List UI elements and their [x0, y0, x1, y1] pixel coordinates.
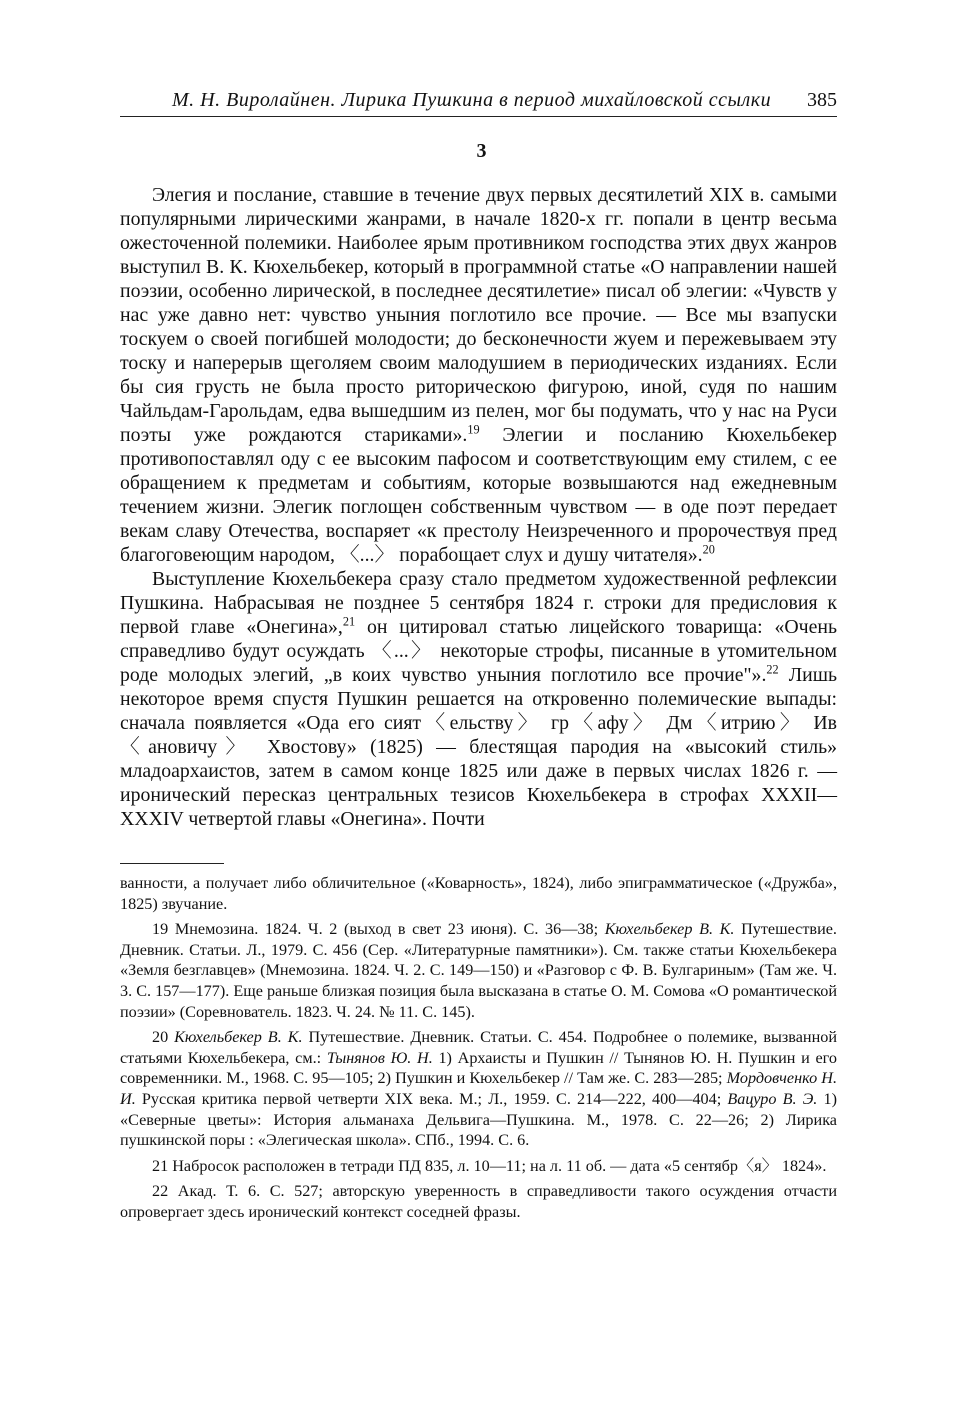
author-name: Тынянов Ю. Н. — [326, 1048, 433, 1067]
running-head — [120, 88, 837, 112]
header-rule — [120, 116, 837, 117]
footnote-number: 21 — [152, 1156, 169, 1175]
author-name: Мордовченко Н. И. — [120, 1069, 837, 1108]
author-name: Вацуро В. Э. — [727, 1089, 818, 1108]
footnote-ref-21: 21 — [342, 614, 356, 629]
footnote-number: 20 — [152, 1028, 169, 1047]
footnote-ref-19: 19 — [467, 422, 480, 437]
footnote-text: Путешествие. Дневник. Статьи. Л., 1979. С. 456 (Сер. «Литературные памятники»). См. также статьи Кюхельбекера «Земля безглавцев» (Мнемозина. 1824. Ч. 2. С. 149—150) и «Разговор с Ф. В. Булгариным» (Там же. Ч. 3. С. 157—177). Еще раньше близкая позиция была высказана в статье О. М. Сомова «О романтической поэзии» (Соревнователь. 1823. Ч. 24. № 11. С. 145). — [120, 920, 837, 1021]
paragraph-1-text-b: Элегии и посланию Кюхельбекер противопоставлял оду с ее высоким пафосом и соответствующим ему стилем, с ее обращением к предметам и событиям, которые возвышаются над ежедневным течением жизни. Элегик поглощен собственным чувством — в оде поэт передает векам славу Отечества, воспаряет «к престолу Неизреченного и пророчествуя пред благоговеющим народом, 〈...〉 порабощает слух и душу читателя». — [120, 424, 837, 566]
paragraph-2-text-b: он цитировал статью лицейского товарища: «Очень справедливо будут осуждать 〈...〉 некоторые строфы, писанные в утомительном роде молодых элегий, „в коих чувство уныния поглотило все прочие"». — [120, 616, 837, 686]
footnote-text: Акад. Т. 6. С. 527; авторскую уверенность в справедливости такого осуждения отчасти опровергает здесь иронический контекст соседней фразы. — [120, 1182, 837, 1221]
paragraph-2-text-c: Лишь некоторое время спустя Пушкин решается на откровенно полемические выпады: сначала появляется «Ода его сият〈ельству〉 гр〈афу〉 Дм〈итрию〉 Ив〈ановичу〉 Хвостову» (1825) — блестящая пародия на «высокий стиль» младоархаистов, затем в самом конце 1825 или даже в первых числах 1826 г. — иронический пересказ центральных тезисов Кюхельбекера в строфах XXXII—XXXIV четвертой главы «Онегина». Почти — [120, 664, 838, 830]
footnote-19 — [120, 919, 837, 1022]
footnote-number: 19 — [152, 920, 169, 939]
footnotes — [120, 873, 837, 1223]
footnote-20 — [120, 1027, 837, 1151]
author-name: Кюхельбекер В. К. — [604, 920, 735, 939]
page-number: 385 — [807, 89, 837, 111]
section-number: 3 — [476, 140, 487, 162]
footnote-text: Набросок расположен в тетради ПД 835, л. 10—11; на л. 11 об. — дата «5 сентябр〈я〉 1824». — [168, 1156, 827, 1175]
paragraph-1 — [120, 183, 837, 567]
footnote-ref-22: 22 — [766, 662, 779, 677]
paragraph-1-text-a: Элегия и послание, ставшие в течение двух первых десятилетий XIX в. самыми популярными лирическими жанрами, в начале 1820-х гг. попали в центр весьма ожесточенной полемики. Наиболее ярым противником господства этих двух жанров выступил В. К. Кюхельбекер, который в программной статье «О направлении нашей поэзии, особенно лирической, в последнее десятилетие» писал об элегии: «Чувств у нас уже давно нет: чувство уныния поглотило все прочие. — Все мы взапуски тоскуем о своей погибшей молодости; до бесконечности жуем и пережевываем эту тоску и наперерыв щеголяем своим малодушием в периодических изданиях. Если бы сия грусть не была просто риторическою фигурою, иной, судя по нашим Чайльдам-Гарольдам, едва вышедшим из пелен, мог бы подумать, что у нас на Руси поэты уже рождаются стариками». — [120, 184, 837, 446]
footnote-22 — [120, 1181, 837, 1222]
footnote-text: Путешествие. Дневник. Статьи. С. 454. Подробнее о полемике, вызванной статьями Кюхельбекера, см.: — [120, 1028, 837, 1067]
footnote-continuation: ванности, а получает либо обличительное («Коварность», 1824), либо эпиграмматическое («Дружба», 1825) звучание. — [120, 874, 837, 913]
footnote-ref-20: 20 — [702, 542, 715, 557]
footnote-text: Мнемозина. 1824. Ч. 2 (выход в свет 23 июня). С. 36—38; — [168, 920, 605, 939]
footnote-text: 1) Архаисты и Пушкин // Тынянов Ю. Н. Пушкин и его современники. М., 1968. С. 95—105; 2) Пушкин и Кюхельбекер // Там же. С. 283—285; — [120, 1048, 837, 1088]
footnote-21 — [120, 1156, 837, 1177]
author-name: Кюхельбекер В. К. — [168, 1028, 303, 1047]
running-title: М. Н. Виролайнен. Лирика Пушкина в период михайловской ссылки — [172, 89, 772, 111]
paragraph-2 — [120, 567, 837, 831]
paragraph-2-text-a: Выступление Кюхельбекера сразу стало предметом художественной рефлексии Пушкина. Набрасывая не позднее 5 сентября 1824 г. строки для предисловия к первой главе «Онегина», — [120, 568, 837, 638]
main-text — [120, 183, 837, 831]
footnote-text: Русская критика первой четверти XIX века. М.; Л., 1959. С. 214—222, 400—404; — [135, 1089, 728, 1108]
footnote-text: 1) «Северные цветы»: История альманаха Дельвига—Пушкина. М., 1978. С. 22—26; 2) Лирика пушкинской поры : «Элегическая школа». СПб., 1994. С. 6. — [120, 1089, 837, 1150]
footnote-number: 22 — [152, 1182, 169, 1201]
footnote-rule — [120, 863, 224, 864]
